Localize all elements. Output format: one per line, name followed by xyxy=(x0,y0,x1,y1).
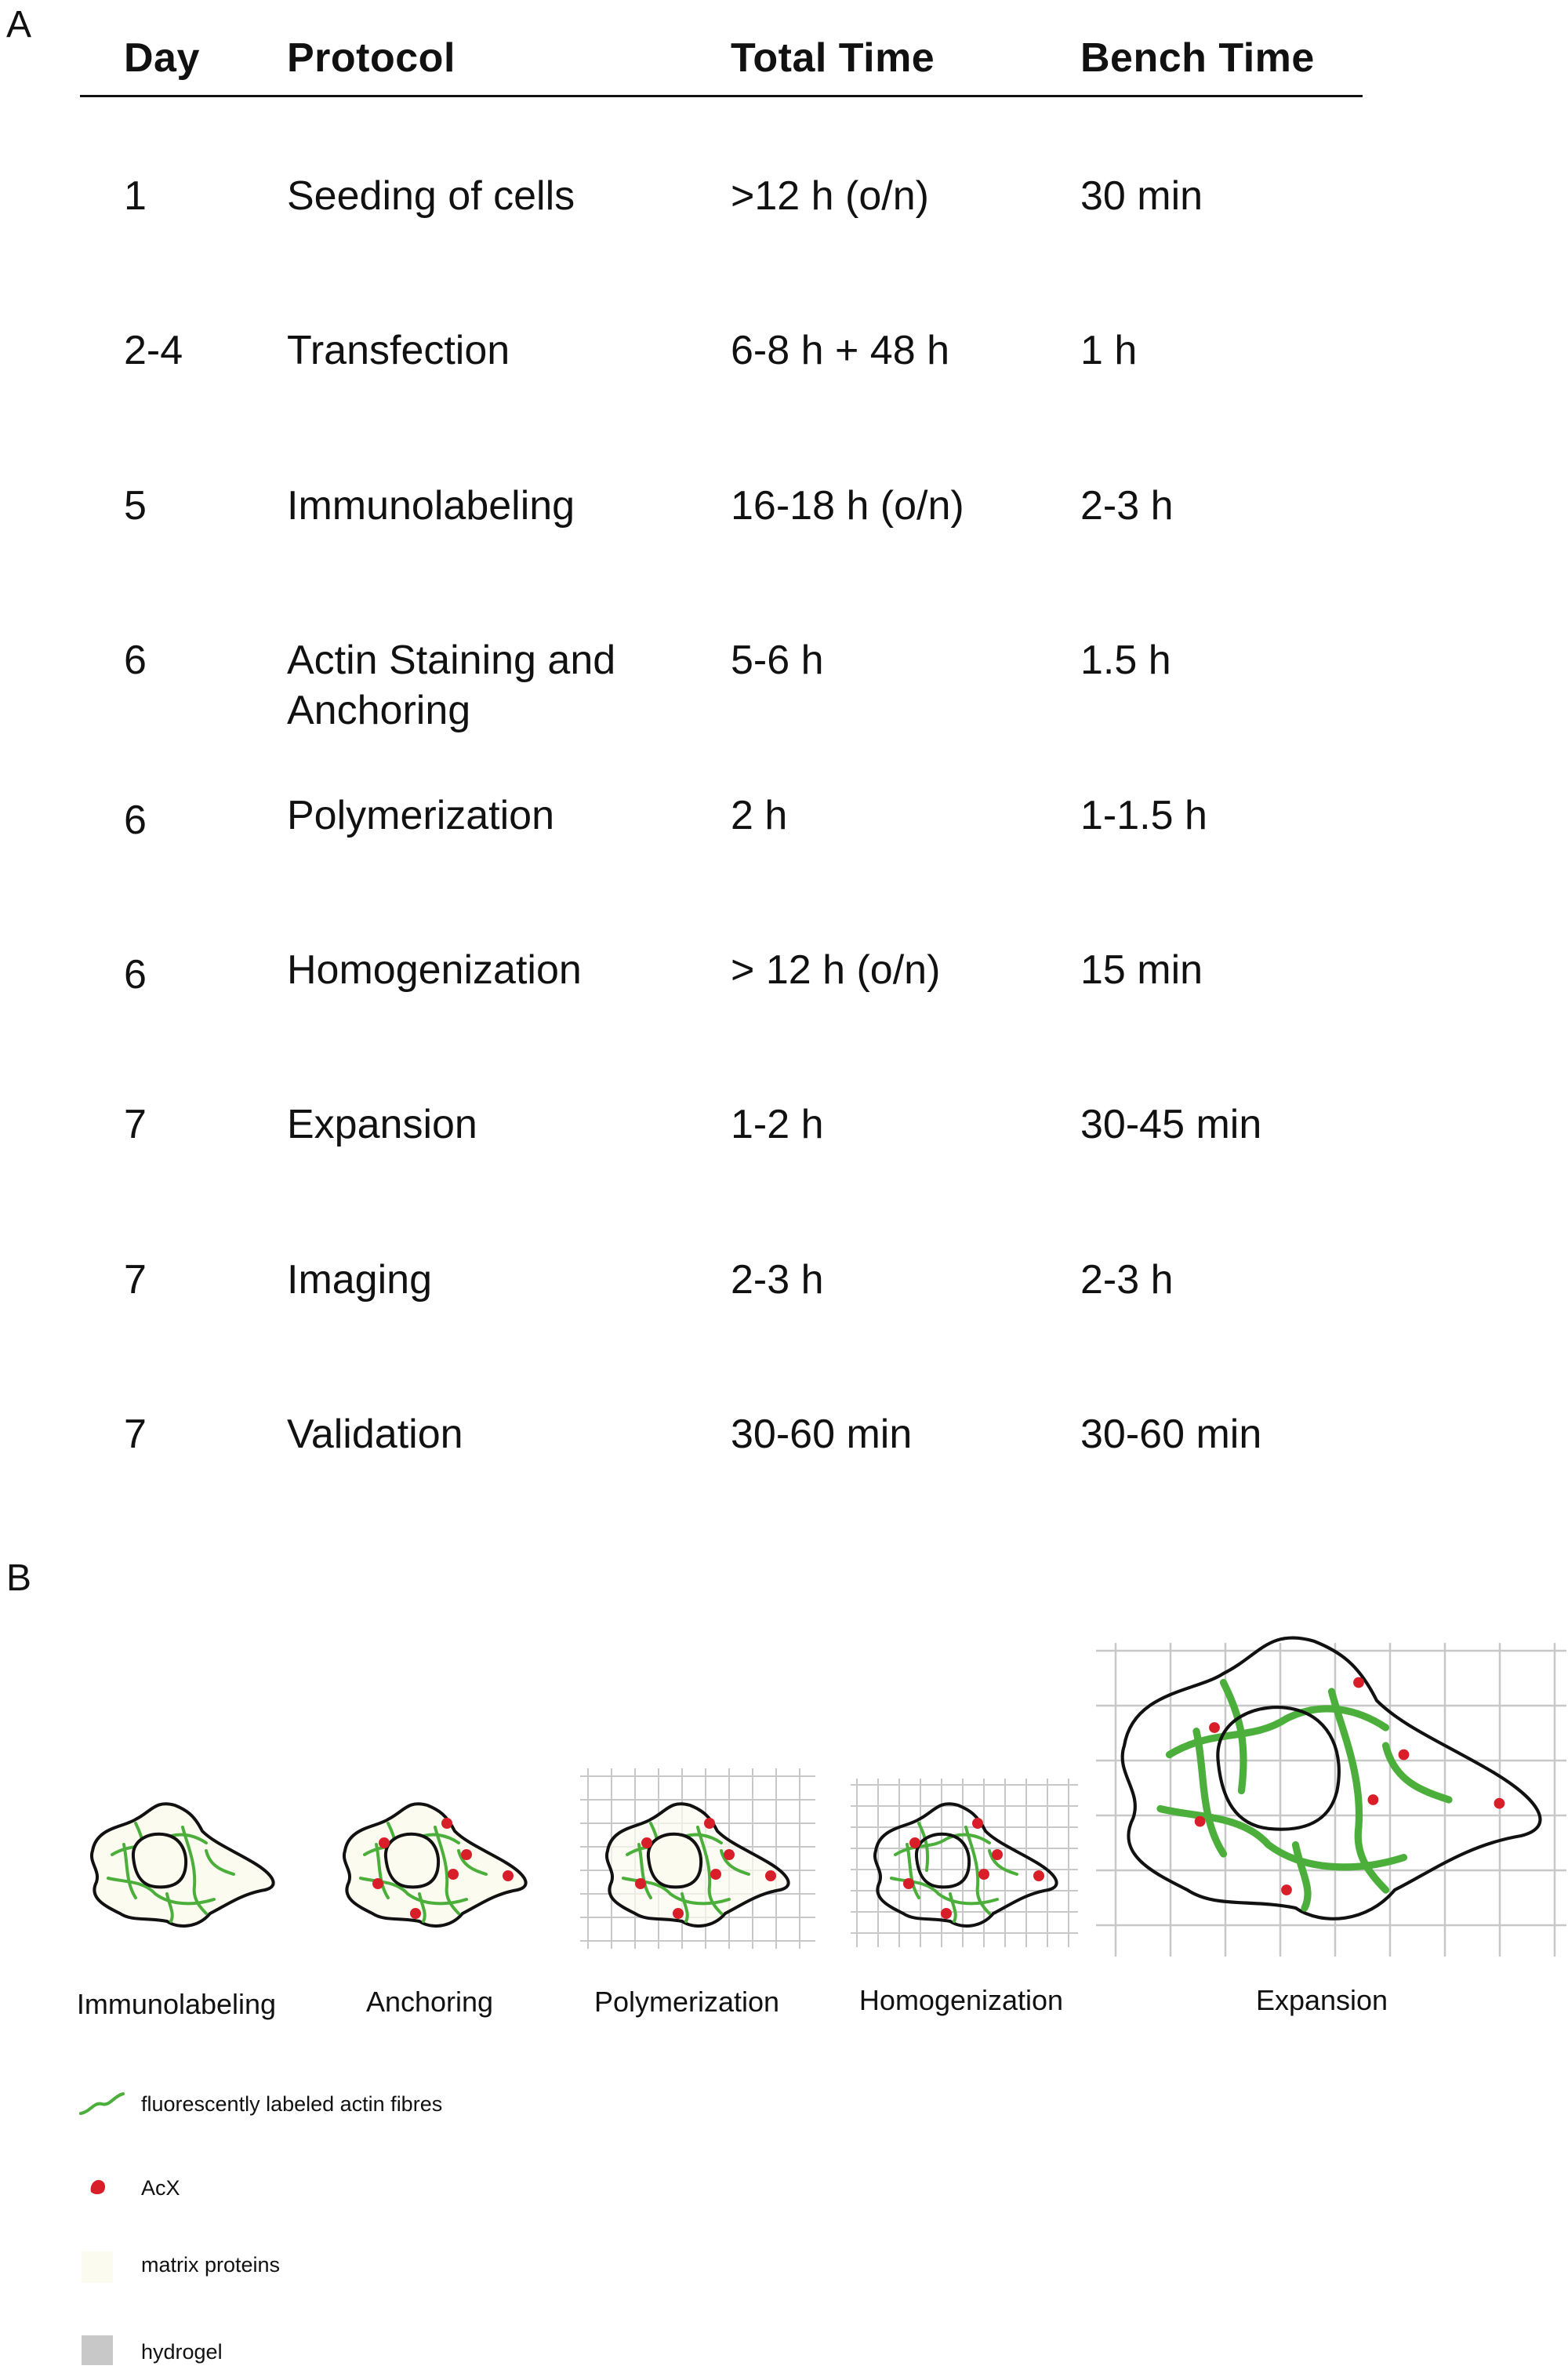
hydrogel-icon xyxy=(82,2335,113,2365)
table-row-day: 1 xyxy=(124,173,147,219)
table-row-day: 6 xyxy=(124,952,147,998)
table-row-bench: 30-45 min xyxy=(1080,1102,1262,1147)
table-row-day: 2-4 xyxy=(124,328,183,373)
table-row-protocol: Validation xyxy=(287,1412,463,1457)
anchoring-cell-icon xyxy=(329,1796,541,1953)
acx-icon xyxy=(88,2176,108,2197)
table-row-total: 16-18 h (o/n) xyxy=(731,483,964,529)
table-row-protocol: Seeding of cells xyxy=(287,173,575,219)
table-row-day: 6 xyxy=(124,638,147,683)
panel-b-label: B xyxy=(6,1557,32,1599)
step-caption-homogenization: Homogenization xyxy=(858,1984,1064,2016)
table-row-total: 6-8 h + 48 h xyxy=(731,328,949,373)
step-caption-polymerization: Polymerization xyxy=(593,1986,780,2018)
table-row-protocol: Transfection xyxy=(287,328,510,373)
step-caption-expansion: Expansion xyxy=(1255,1984,1388,2016)
table-row-bench: 1 h xyxy=(1080,328,1138,373)
table-row-total: >12 h (o/n) xyxy=(731,173,929,219)
table-row-protocol: Homogenization xyxy=(287,947,582,993)
header-bench-time: Bench Time xyxy=(1080,35,1315,81)
step-caption-immunolabeling: Immunolabeling xyxy=(76,1988,277,2020)
table-row-total: 1-2 h xyxy=(731,1102,824,1147)
table-row-bench: 1-1.5 h xyxy=(1080,793,1207,838)
table-row-bench: 30-60 min xyxy=(1080,1412,1262,1457)
legend-label-hydrogel: hydrogel xyxy=(141,2340,223,2364)
table-row-total: 30-60 min xyxy=(731,1412,913,1457)
table-row-total: 2 h xyxy=(731,793,788,838)
table-row-day: 7 xyxy=(124,1102,147,1147)
header-total-time: Total Time xyxy=(731,35,935,81)
matrix-proteins-icon xyxy=(82,2251,113,2283)
header-day: Day xyxy=(124,35,200,81)
table-row-bench: 30 min xyxy=(1080,173,1203,219)
table-row-total: > 12 h (o/n) xyxy=(731,947,941,993)
table-row-day: 6 xyxy=(124,798,147,843)
table-row-total: 5-6 h xyxy=(731,638,824,683)
immunolabeling-cell-icon xyxy=(77,1796,289,1953)
polymerization-cell-icon xyxy=(580,1768,815,1949)
table-row-day: 5 xyxy=(124,483,147,529)
legend-label-actin: fluorescently labeled actin fibres xyxy=(141,2092,443,2116)
table-row-bench: 2-3 h xyxy=(1080,483,1174,529)
table-row-bench: 1.5 h xyxy=(1080,638,1171,683)
panel-a-label: A xyxy=(6,4,32,45)
table-row-protocol: Imaging xyxy=(287,1257,432,1303)
table-row-protocol: Actin Staining and Anchoring xyxy=(287,638,616,733)
table-row-total: 2-3 h xyxy=(731,1257,824,1303)
table-row-protocol: Immunolabeling xyxy=(287,483,575,529)
table-row-bench: 15 min xyxy=(1080,947,1203,993)
legend-label-acx: AcX xyxy=(141,2176,180,2200)
table-row-protocol: Polymerization xyxy=(287,793,555,838)
step-caption-anchoring: Anchoring xyxy=(365,1986,494,2018)
table-row-bench: 2-3 h xyxy=(1080,1257,1174,1303)
actin-fibre-icon xyxy=(78,2090,125,2118)
homogenization-cell-icon xyxy=(851,1779,1078,1947)
table-row-day: 7 xyxy=(124,1412,147,1457)
legend-label-matrix: matrix proteins xyxy=(141,2253,281,2277)
header-protocol: Protocol xyxy=(287,35,456,81)
expansion-cell-icon xyxy=(1096,1643,1566,1957)
table-row-protocol: Expansion xyxy=(287,1102,477,1147)
table-row-day: 7 xyxy=(124,1257,147,1303)
header-divider xyxy=(80,95,1363,97)
